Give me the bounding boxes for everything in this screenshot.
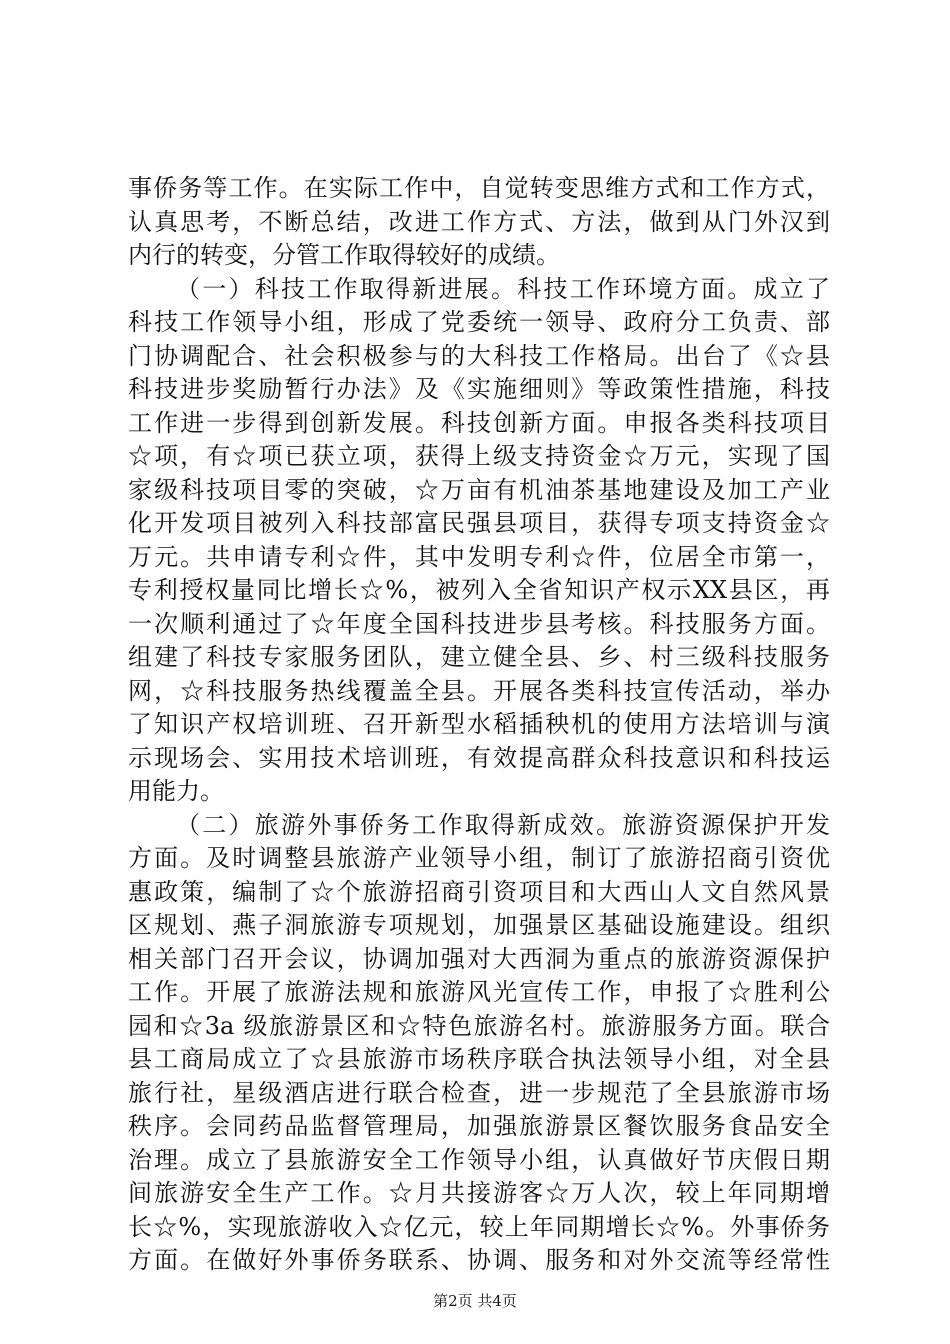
text-line: 科技进步奖励暂行办法》及《实施细则》等政策性措施，科技 xyxy=(128,375,830,403)
text-line: 长☆%，实现旅游收入☆亿元，较上年同期增长☆%。外事侨务 xyxy=(128,1212,830,1241)
text-line: 科技工作领导小组，形成了党委统一领导、政府分工负责、部 xyxy=(128,308,830,336)
text-line: 县工商局成立了☆县旅游市场秩序联合执法领导小组，对全县 xyxy=(128,1045,830,1073)
paragraph-2 xyxy=(128,273,830,809)
text-line: 专利授权量同比增长☆%，被列入全省知识产权示XX县区，再 xyxy=(128,576,830,604)
text-line: 门协调配合、社会积极参与的大科技工作格局。出台了《☆县 xyxy=(128,341,830,370)
text-line: （二）旅游外事侨务工作取得新成效。旅游资源保护开发 xyxy=(176,810,830,839)
text-line: ☆项，有☆项已获立项，获得上级支持资金☆万元，实现了国 xyxy=(128,442,830,470)
text-line: 旅行社，星级酒店进行联合检查，进一步规范了全县旅游市场 xyxy=(128,1078,830,1107)
text-line: 治理。成立了县旅游安全工作领导小组，认真做好节庆假日期 xyxy=(128,1145,830,1174)
text-line: 相关部门召开会议，协调加强对大西洞为重点的旅游资源保护 xyxy=(128,944,830,973)
text-line: 化开发项目被列入科技部富民强县项目，获得专项支持资金☆ xyxy=(128,509,830,537)
text-line: 方面。在做好外事侨务联系、协调、服务和对外交流等经常性 xyxy=(128,1246,830,1274)
text-line: 网，☆科技服务热线覆盖全县。开展各类科技宣传活动，举办 xyxy=(128,676,830,705)
text-line: 方面。及时调整县旅游产业领导小组，制订了旅游招商引资优 xyxy=(128,844,830,872)
text-line: 了知识产权培训班、召开新型水稻插秧机的使用方法培训与演 xyxy=(128,710,830,738)
text-line: 内行的转变，分管工作取得较好的成绩。 xyxy=(128,241,560,269)
text-line: 园和☆3a 级旅游景区和☆特色旅游名村。旅游服务方面。联合 xyxy=(128,1011,830,1040)
text-line: 秩序。会同药品监督管理局，加强旅游景区餐饮服务食品安全 xyxy=(128,1112,830,1140)
text-line: 家级科技项目零的突破，☆万亩有机油茶基地建设及加工产业 xyxy=(128,475,830,504)
text-line: 事侨务等工作。在实际工作中，自觉转变思维方式和工作方式， xyxy=(128,174,830,202)
document-body xyxy=(128,172,830,1278)
text-line: 用能力。 xyxy=(128,777,224,805)
text-line: 万元。共申请专利☆件，其中发明专利☆件，位居全市第一， xyxy=(128,542,830,571)
paragraph-1 xyxy=(128,172,830,273)
paragraph-3 xyxy=(128,809,830,1278)
text-line: 工作进一步得到创新发展。科技创新方面。申报各类科技项目 xyxy=(128,408,830,437)
text-line: 认真思考，不断总结，改进工作方式、方法，做到从门外汉到 xyxy=(128,207,830,236)
text-line: 工作。开展了旅游法规和旅游风光宣传工作，申报了☆胜利公 xyxy=(128,978,830,1006)
text-line: 间旅游安全生产工作。☆月共接游客☆万人次，较上年同期增 xyxy=(128,1179,830,1207)
text-line: 组建了科技专家服务团队，建立健全县、乡、村三级科技服务 xyxy=(128,643,830,671)
text-line: 一次顺利通过了☆年度全国科技进步县考核。科技服务方面。 xyxy=(128,609,830,638)
page-number-footer: 第2页 共4页 xyxy=(433,1292,517,1310)
text-line: 惠政策，编制了☆个旅游招商引资项目和大西山人文自然风景 xyxy=(128,877,830,906)
text-line: （一）科技工作取得新进展。科技工作环境方面。成立了 xyxy=(176,274,830,303)
text-line: 区规划、燕子洞旅游专项规划，加强景区基础设施建设。组织 xyxy=(128,911,830,939)
text-line: 示现场会、实用技术培训班，有效提高群众科技意识和科技运 xyxy=(128,743,830,772)
